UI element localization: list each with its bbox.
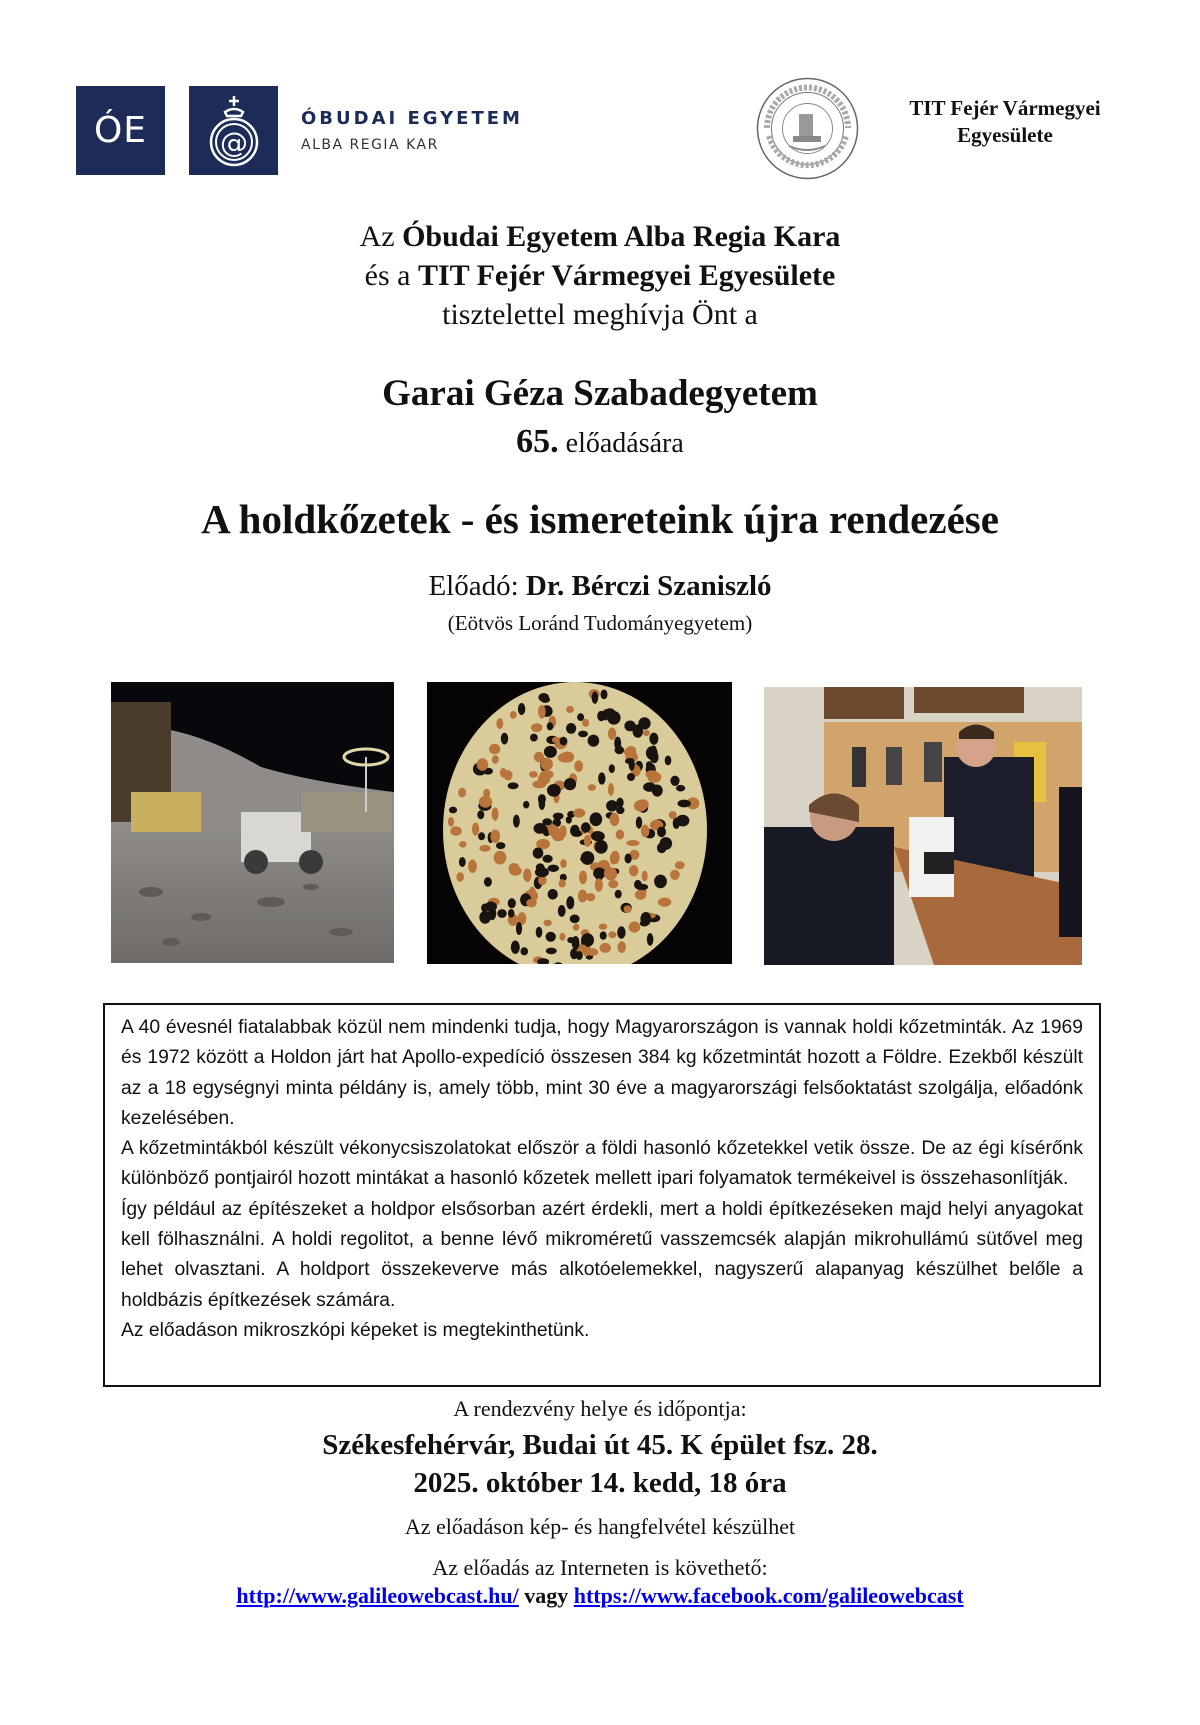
soil-grain xyxy=(591,831,605,841)
soil-grain xyxy=(509,863,520,873)
soil-grain xyxy=(675,861,685,869)
soil-grain xyxy=(625,758,634,764)
soil-grain xyxy=(608,880,618,888)
university-name: ÓBUDAI EGYETEM xyxy=(301,108,523,129)
soil-grain xyxy=(492,807,499,820)
soil-grain xyxy=(501,733,508,745)
soil-grain xyxy=(600,931,607,939)
soil-grain xyxy=(625,854,632,864)
soil-grain xyxy=(615,890,622,899)
soil-grain xyxy=(629,865,638,876)
soil-grain xyxy=(523,801,529,809)
soil-grain xyxy=(449,807,457,814)
soil-grain xyxy=(497,909,506,918)
soil-grain xyxy=(606,800,618,811)
tit-organization-name xyxy=(890,95,1120,149)
host-association: TIT Fejér Vármegyei Egyesülete xyxy=(417,259,836,292)
soil-grain xyxy=(600,943,611,953)
soil-grain xyxy=(496,718,503,729)
soil-grain xyxy=(580,856,593,863)
soil-grain xyxy=(624,721,635,732)
soil-grain xyxy=(459,857,466,867)
soil-grain xyxy=(588,784,596,791)
soil-grain xyxy=(610,813,620,826)
soil-grain xyxy=(636,884,648,891)
soil-grain xyxy=(508,782,519,789)
soil-grain xyxy=(578,890,587,903)
soil-grain xyxy=(647,933,654,946)
soil-grain xyxy=(477,810,484,819)
soil-grain xyxy=(560,737,568,746)
soil-grain xyxy=(539,797,546,810)
soil-grain xyxy=(566,723,576,734)
description-paragraph: Így például az építészeket a holdpor elsősorban azért érdekli, mert a holdi építkezéseken majd helyi anyagokat kell fölhasználni. A holdi regolitot, a benne lévő mikroméretű vasszemcsék alapján mikrohullámú sütővel meg lehet olvasztani. A holdport összekeverve más alkotóelemekkel, nagyszerű alapanyag készülhet belőle a holdbázis építkezések számára. xyxy=(121,1198,1083,1311)
soil-grain xyxy=(544,746,557,758)
soil-grain xyxy=(548,865,559,872)
soil-grain xyxy=(598,772,605,784)
invitation-line2-prefix: és a xyxy=(364,259,418,292)
soil-grain xyxy=(496,842,505,849)
description-paragraph: A 40 évesnél fiatalabbak közül nem mindenki tudja, hogy Magyarországon is vannak holdi kőzetminták. Az 1969 és 1972 között a Holdon járt hat Apollo-expedíció összesen 384 kg kőzetmintát hozott a Földre. Ezekből készült az a 18 egységnyi minta példány is, amely több, mint 30 éve a magyarországi felsőoktatást szolgálja, előadónk kezelésében. xyxy=(121,1017,1083,1129)
soil-grain xyxy=(638,717,650,729)
soil-grain xyxy=(534,752,544,762)
soil-grain xyxy=(616,807,624,815)
photo-apollo-moon xyxy=(111,682,394,963)
soil-grain xyxy=(657,843,667,853)
soil-grain xyxy=(573,924,580,931)
soil-grain xyxy=(478,832,485,840)
soil-grain xyxy=(669,811,677,819)
soil-grain xyxy=(616,830,625,840)
soil-grain xyxy=(646,746,658,759)
soil-grain xyxy=(540,770,554,779)
soil-grain xyxy=(642,871,648,882)
soil-grain xyxy=(518,703,525,715)
soil-grain xyxy=(490,830,500,844)
soil-grain xyxy=(477,758,489,771)
soil-grain xyxy=(572,936,580,950)
soil-grain xyxy=(530,734,538,742)
soil-grain xyxy=(566,706,574,713)
soil-grain xyxy=(510,711,517,719)
soil-grain xyxy=(643,730,650,736)
tit-name-line1: TIT Fejér Vármegyei xyxy=(909,96,1101,120)
soil-grain xyxy=(508,909,515,918)
soil-grain xyxy=(553,813,564,820)
soil-grain xyxy=(584,835,591,847)
soil-grain xyxy=(543,920,551,927)
recording-note: Az előadáson kép- és hangfelvétel készülhet xyxy=(404,1514,796,1539)
speaker-affiliation: (Eötvös Loránd Tudományegyetem) xyxy=(447,611,753,635)
venue-label: A rendezvény helye és időpontja: xyxy=(453,1396,747,1421)
soil-grain xyxy=(574,760,583,772)
soil-grain xyxy=(608,728,616,740)
soil-grain xyxy=(484,877,492,887)
soil-grain xyxy=(640,920,649,926)
photo-students-microscope xyxy=(764,687,1082,965)
stream-links xyxy=(0,1583,1200,1609)
soil-grain xyxy=(582,719,589,727)
soil-grain xyxy=(676,815,689,827)
soil-grain xyxy=(458,788,466,798)
soil-grain xyxy=(637,799,649,809)
soil-grain xyxy=(601,690,608,700)
soil-grain xyxy=(595,878,603,891)
soil-grain xyxy=(577,713,584,721)
soil-grain xyxy=(590,812,603,826)
link-separator: vagy xyxy=(518,1583,574,1608)
soil-grain xyxy=(488,907,496,920)
soil-grain xyxy=(523,869,531,882)
soil-grain xyxy=(529,771,538,778)
soil-grain xyxy=(586,893,595,901)
soil-grain xyxy=(532,781,546,789)
soil-grain xyxy=(448,817,454,827)
soil-grain xyxy=(678,800,691,808)
soil-grain xyxy=(635,890,646,900)
soil-grain xyxy=(540,696,550,703)
soil-grain xyxy=(559,879,566,887)
soil-grain xyxy=(593,868,606,879)
lecture-number-line xyxy=(0,422,1200,464)
speaker-line xyxy=(0,570,1200,603)
soil-grain xyxy=(609,764,615,773)
alba-regia-emblem xyxy=(189,86,278,175)
soil-grain xyxy=(645,770,658,778)
soil-grain xyxy=(559,933,565,941)
soil-grain xyxy=(608,783,614,796)
invitation-line3: tisztelettel meghívja Önt a xyxy=(442,298,758,331)
crowned-at-sign-icon xyxy=(199,92,269,170)
soil-grain xyxy=(450,826,461,836)
lecture-suffix: előadására xyxy=(558,428,684,459)
soil-grain xyxy=(548,889,558,900)
soil-grain xyxy=(500,768,507,778)
soil-grain xyxy=(521,947,529,955)
soil-grain xyxy=(547,784,561,797)
soil-grain xyxy=(531,723,542,732)
soil-grain xyxy=(595,840,608,854)
soil-grain xyxy=(552,737,560,743)
soil-grain xyxy=(581,822,590,832)
host-university: Óbudai Egyetem Alba Regia Kara xyxy=(402,220,841,253)
facebook-galileowebcast-link[interactable]: https://www.facebook.com/galileowebcast xyxy=(573,1583,964,1608)
soil-grain xyxy=(649,733,658,745)
soil-grain xyxy=(543,855,553,863)
soil-grain xyxy=(492,755,499,764)
oe-logo xyxy=(76,86,165,175)
soil-grain xyxy=(576,951,583,960)
event-datetime: 2025. október 14. kedd, 18 óra xyxy=(413,1467,787,1499)
soil-grain xyxy=(566,816,572,823)
soil-grain xyxy=(626,840,639,846)
soil-grain xyxy=(587,948,599,956)
students-microscope-image xyxy=(764,687,1082,965)
lecture-title: A holdkőzetek - és ismereteink újra rendezése xyxy=(201,496,999,542)
soil-grain xyxy=(670,776,679,786)
soil-grain xyxy=(627,773,635,781)
soil-grain xyxy=(676,785,685,792)
invitation-line2 xyxy=(0,256,1200,295)
soil-grain xyxy=(535,867,549,877)
soil-grain xyxy=(456,872,464,881)
invitation-line1-prefix: Az xyxy=(359,220,403,253)
soil-grain xyxy=(599,924,608,930)
soil-grain xyxy=(558,753,572,763)
soil-grain xyxy=(654,875,667,889)
soil-grain xyxy=(588,735,600,747)
soil-grain xyxy=(670,870,680,880)
soil-grain xyxy=(607,711,620,725)
soil-grain xyxy=(533,848,544,859)
soil-grain xyxy=(558,831,564,840)
description-paragraph: A kőzetmintákból készült vékonycsiszolatokat először a földi hasonló kőzetekkel vetik össze. De az égi kísérőnk különböző pontjairól hozott mintákat a hasonló kőzetek mellett ipari folyamatok termékeivel is összehasonlítják. xyxy=(121,1138,1083,1190)
soil-grain xyxy=(479,796,492,808)
speaker-name: Dr. Bérczi Szaniszló xyxy=(525,570,772,602)
event-location: Székesfehérvár, Budai út 45. K épület fsz. 28. xyxy=(322,1429,878,1461)
description-paragraph: Az előadáson mikroszkópi képeket is megtekinthetünk. xyxy=(121,1319,590,1341)
lunar-soil-grains-image xyxy=(427,682,732,964)
soil-grain xyxy=(489,744,500,755)
soil-grain xyxy=(658,898,671,907)
invitation-line1 xyxy=(0,217,1200,256)
soil-grain xyxy=(511,941,520,954)
invitation-text xyxy=(0,217,1200,334)
soil-grain xyxy=(657,827,666,838)
soil-grain xyxy=(665,756,672,766)
soil-grain xyxy=(542,818,552,825)
soil-grain xyxy=(526,899,537,908)
soil-grain xyxy=(547,722,554,730)
soil-grain xyxy=(566,896,574,909)
soil-grain xyxy=(614,737,621,750)
soil-grain xyxy=(560,859,566,868)
soil-grain xyxy=(570,915,580,924)
soil-grain xyxy=(494,851,507,865)
soil-grain xyxy=(459,841,467,848)
tit-seal-icon xyxy=(755,76,860,181)
soil-grain xyxy=(618,941,626,953)
soil-grain xyxy=(641,825,650,838)
speaker-label: Előadó: xyxy=(428,570,526,602)
galileowebcast-link[interactable]: http://www.galileowebcast.hu/ xyxy=(236,1583,519,1608)
soil-grain xyxy=(624,905,632,913)
soil-grain xyxy=(468,860,477,873)
online-note: Az előadás az Interneten is követhető: xyxy=(432,1555,768,1580)
soil-grain xyxy=(536,927,543,938)
soil-grain xyxy=(626,746,636,754)
soil-grain xyxy=(602,709,608,720)
soil-grain xyxy=(636,817,642,829)
soil-grain xyxy=(604,869,611,878)
soil-grain xyxy=(564,778,576,790)
soil-grain xyxy=(558,905,566,917)
soil-grain xyxy=(472,823,479,836)
soil-grain xyxy=(516,922,522,935)
soil-grain xyxy=(629,922,641,933)
soil-grain xyxy=(608,931,616,938)
soil-grain xyxy=(546,932,556,942)
soil-grain xyxy=(570,825,580,837)
university-faculty: ALBA REGIA KAR xyxy=(301,137,439,153)
soil-grain xyxy=(513,815,520,828)
soil-grain xyxy=(579,871,587,885)
lecture-number: 65. xyxy=(516,423,559,460)
soil-grain xyxy=(652,785,663,797)
oe-logo-text: ÓE xyxy=(93,110,148,151)
soil-grain xyxy=(573,808,585,817)
description-box xyxy=(103,1003,1101,1387)
apollo-moon-image xyxy=(111,682,394,963)
series-name: Garai Géza Szabadegyetem xyxy=(382,373,818,414)
soil-grain xyxy=(592,691,599,703)
soil-grain xyxy=(546,948,557,955)
soil-grain xyxy=(578,731,588,738)
tit-seal-logo xyxy=(755,76,860,181)
svg-text:@: @ xyxy=(219,125,248,159)
soil-grain xyxy=(479,845,490,852)
soil-grain xyxy=(538,705,546,719)
tit-name-line2: Egyesülete xyxy=(957,123,1053,147)
soil-grain xyxy=(508,898,516,908)
photo-lunar-soil-microscope xyxy=(427,682,732,964)
soil-grain xyxy=(610,853,616,865)
soil-grain xyxy=(617,926,625,938)
